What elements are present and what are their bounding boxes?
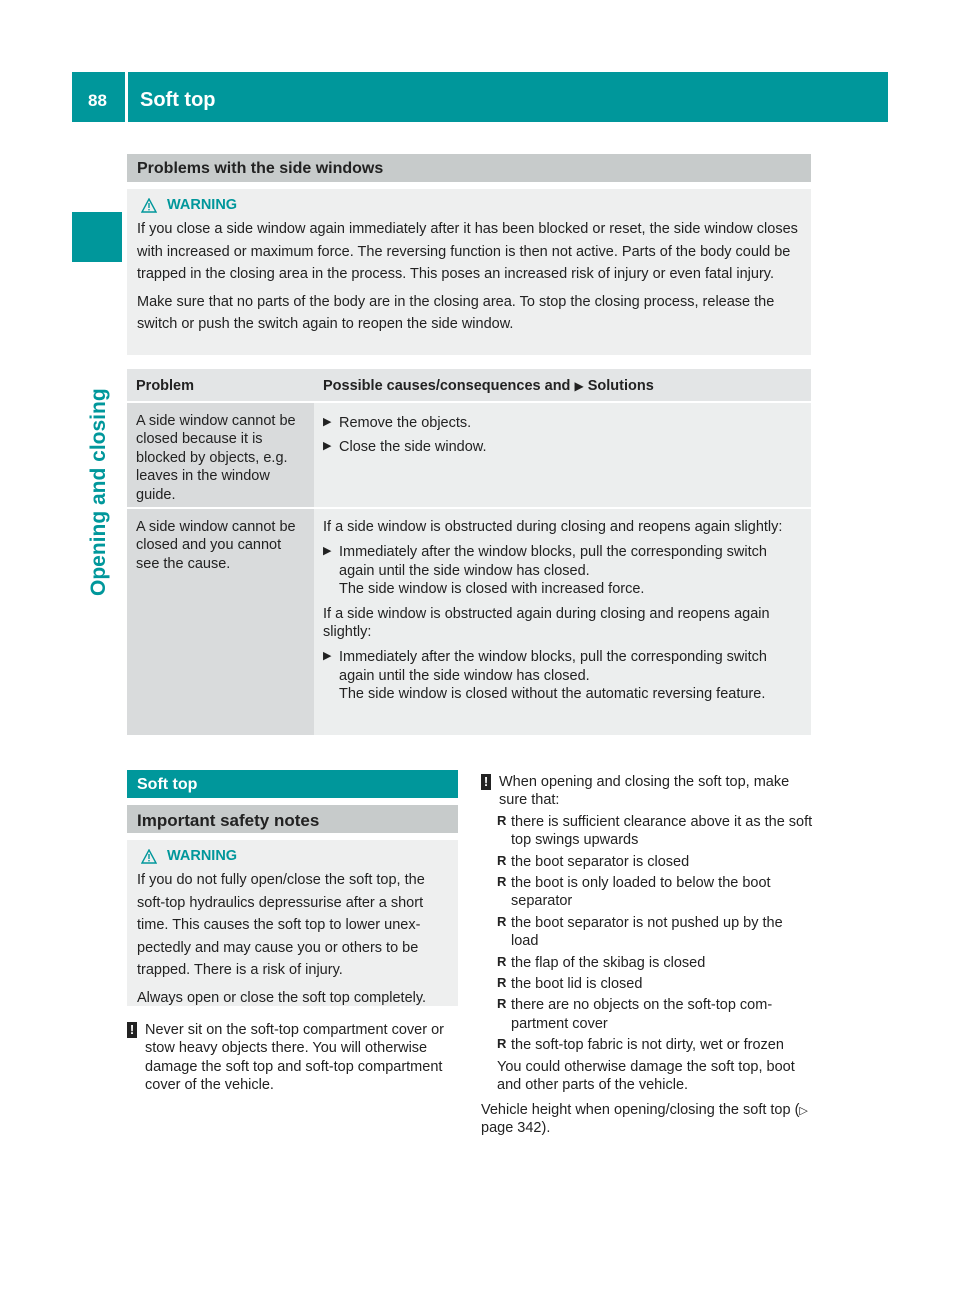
bullet-r-icon: R <box>497 996 507 1012</box>
subheading-safety-notes: Important safety notes <box>127 805 458 833</box>
page-number: 88 <box>88 91 107 110</box>
page-title: Soft top <box>140 89 216 111</box>
arrow-right-icon: ▶ <box>323 440 332 453</box>
list-item: R the boot separator is closed <box>497 852 690 870</box>
height-reference: Vehicle height when opening/closing the soft top (▷ page 342). <box>481 1101 808 1136</box>
problem-cell: A side window cannot be closed and you cannot see the cause. <box>127 509 314 735</box>
warning-title: WARNING <box>141 847 448 865</box>
warning-text: Always open or close the soft top completely. <box>137 989 427 1006</box>
bullet-r-icon: R <box>497 1036 507 1052</box>
note-opening-closing: ! When opening and closing the soft top, make sure that: R there is sufficient clearance above it as the soft top swings upwards R the boot separator is closed R the boot is only loaded to below the boot separator R the boot separator is not pushed up by the load R the flap of the skibag is closed R the boot lid is closed R there are no objects on the soft-top com- partment cover R the soft-top fabric is not dirty, wet or frozen You could otherwise damage the soft top, boot and other parts of the vehicle. Vehicle height when opening/closing the soft top (▷ page 342). <box>481 774 813 1136</box>
column-header-solutions: Possible causes/consequences and ▶ Solutions <box>314 369 811 401</box>
solution-cell <box>314 403 811 507</box>
table-row <box>127 401 811 507</box>
warning-text: If you do not fully open/close the soft top, the soft-top hydraulics depressurise after a short time. This causes the soft top to lower unex- pectedly and may cause you or others to be trapped. There is a risk of injury. <box>137 872 425 979</box>
warning-box-soft-top <box>127 840 458 1006</box>
arrow-right-icon: ▶ <box>323 650 332 663</box>
problem-cell: A side window cannot be closed because it is blocked by objects, e.g. leaves in the window guide. <box>127 403 314 507</box>
sidebar-tab-block <box>72 212 122 262</box>
column-header-problem: Problem <box>127 369 314 401</box>
list-item: ▶ Remove the objects. <box>323 415 472 431</box>
warning-triangle-icon <box>141 198 157 213</box>
warning-title: WARNING <box>141 196 801 214</box>
header-divider <box>125 72 128 122</box>
exclamation-icon: ! <box>481 774 491 790</box>
list-item: R the boot is only loaded to below the boot separator <box>497 874 771 910</box>
warning-triangle-icon <box>141 849 157 864</box>
list-item: R the flap of the skibag is closed <box>497 953 706 971</box>
section-heading-soft-top: Soft top <box>127 770 458 798</box>
table-row <box>127 507 811 735</box>
list-item: R there are no objects on the soft-top com- partment cover <box>497 996 773 1032</box>
list-item: R the boot separator is not pushed up by the load <box>497 913 783 950</box>
warning-text: Make sure that no parts of the body are in the closing area. To stop the closing process, release the switch or push the switch again to reopen the side window. <box>137 293 775 333</box>
bullet-r-icon: R <box>497 913 507 929</box>
arrow-right-icon: ▶ <box>323 545 332 558</box>
solution-cell: If a side window is obstructed during closing and reopens again slightly: ▶ Immediately after the window blocks, pull the corresponding switch again until the side window has closed. The side window is closed with increased force. If a side window is obstructed again during closing and reopens again slightly: ▶ Immediately after the window blocks, pull the corresponding switch again until the side window has closed. The side window is closed without the automatic reversing feature. <box>314 509 811 735</box>
sidebar-section-label: Opening and closing <box>87 388 110 596</box>
bullet-r-icon: R <box>497 812 507 828</box>
page-reference-link[interactable]: page 342 <box>481 1119 542 1136</box>
section-heading-side-windows: Problems with the side windows <box>127 154 811 182</box>
warning-text: If you close a side window again immediately after it has been blocked or reset, the side window closes with increased or maximum force. The reversing function is then not active. Parts of the body could be trapped in the closing area in the process. This poses an increased risk of injury or even fatal injury. <box>137 221 798 283</box>
bullet-r-icon: R <box>497 953 507 969</box>
list-item: R there is sufficient clearance above it as the soft top swings upwards <box>497 812 813 849</box>
list-item: R the boot lid is closed <box>497 975 643 993</box>
list-item: R the soft-top fabric is not dirty, wet or frozen <box>497 1036 784 1054</box>
bullet-r-icon: R <box>497 874 507 890</box>
bullet-r-icon: R <box>497 975 507 991</box>
exclamation-icon: ! <box>127 1022 137 1038</box>
problems-table <box>127 369 811 735</box>
arrow-right-icon: ▶ <box>323 416 332 428</box>
bullet-r-icon: R <box>497 852 507 868</box>
checklist <box>497 813 813 1055</box>
warning-box-side-windows <box>127 189 811 355</box>
table-header-row <box>127 369 811 401</box>
list-item: ▶ Immediately after the window blocks, pull the corresponding switch again until the side window has closed. The side window is closed without the automatic reversing feature. <box>323 649 767 703</box>
list-item: ▶ Close the side window. <box>323 439 487 456</box>
arrow-right-icon: ▶ <box>574 379 584 393</box>
list-item: ▶ Immediately after the window blocks, pull the corresponding switch again until the side window has closed. The side window is closed with increased force. <box>323 544 767 598</box>
note-outro: You could otherwise damage the soft top, boot and other parts of the vehicle. <box>497 1058 795 1094</box>
note-compartment-cover: ! Never sit on the soft-top compartment cover or stow heavy objects there. You will otherwise damage the soft top and soft-top compartment cover of the vehicle. <box>127 1021 455 1095</box>
page-reference-icon: ▷ <box>799 1104 808 1117</box>
